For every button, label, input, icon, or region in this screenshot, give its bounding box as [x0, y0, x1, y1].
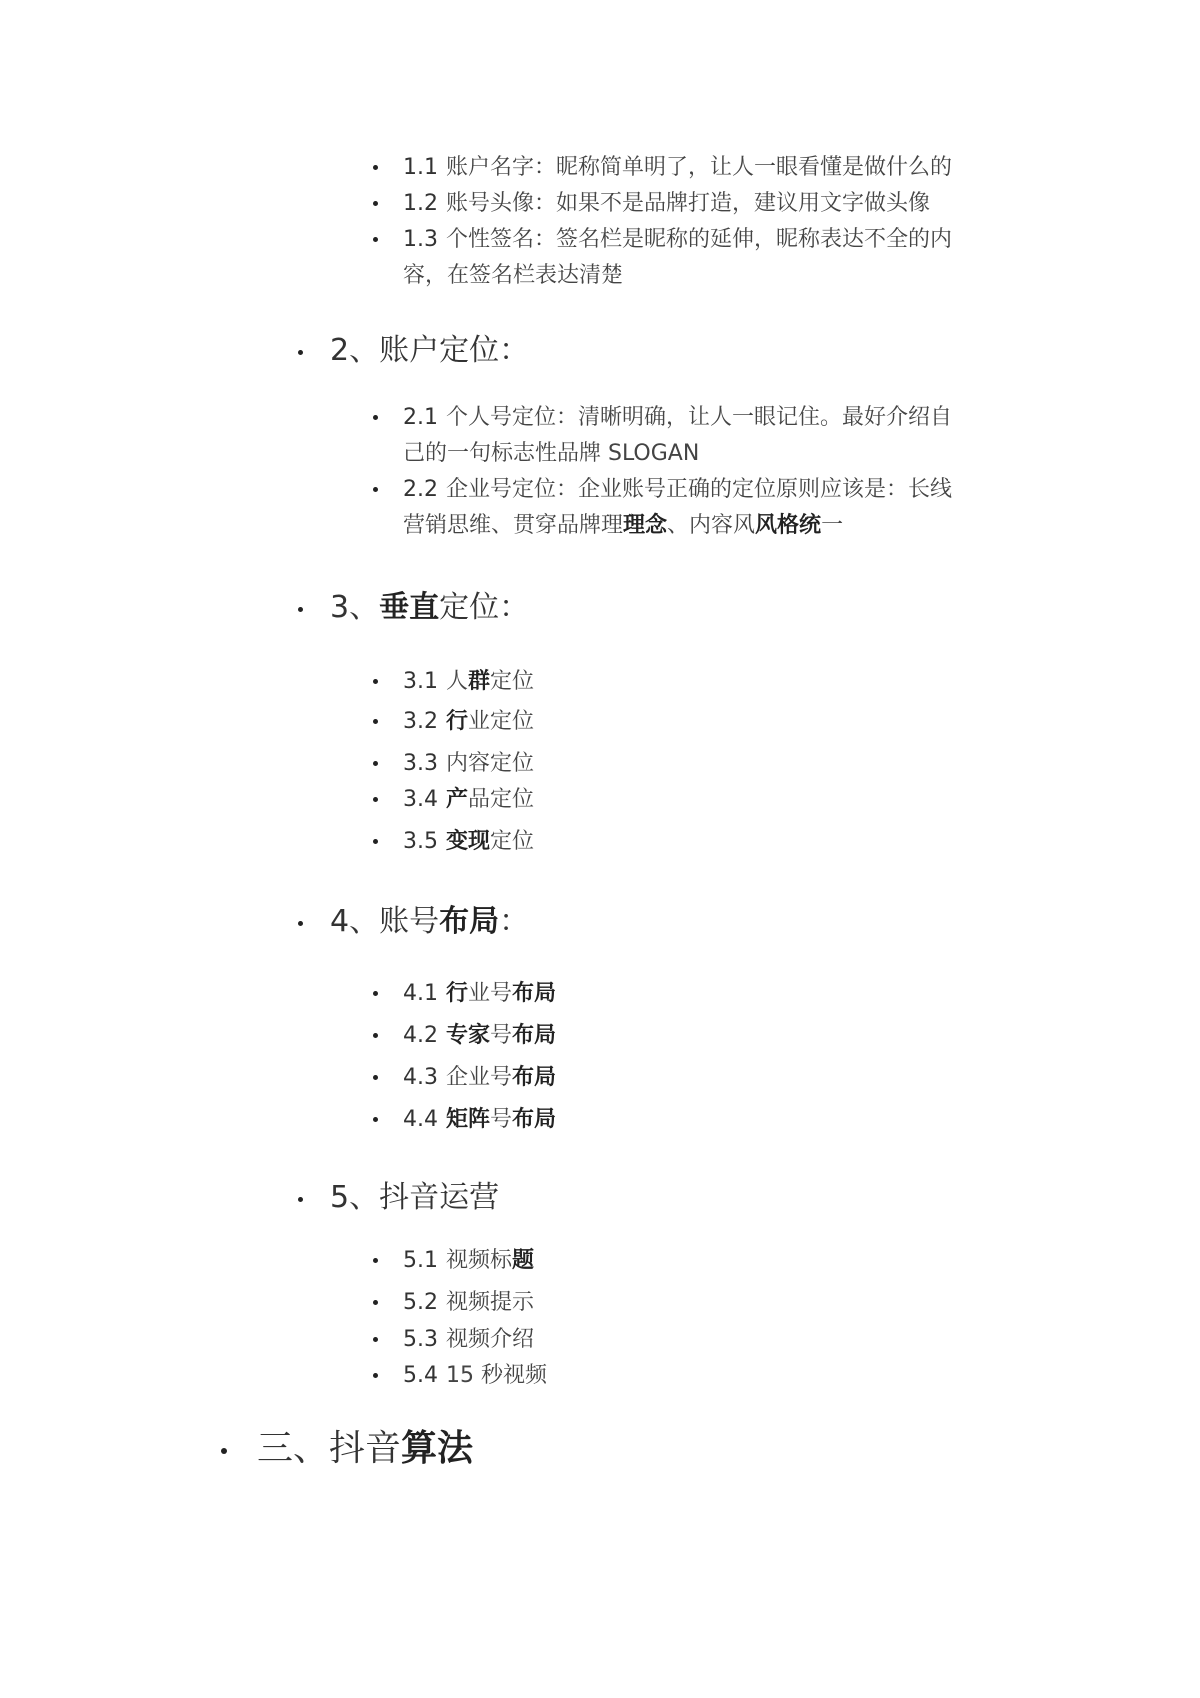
- bullet-icon: [373, 1373, 378, 1378]
- bullet-icon: [373, 1075, 378, 1080]
- section-title-bold: 垂直: [379, 590, 440, 625]
- list-item: [403, 782, 1023, 824]
- item-number: 3.1: [403, 669, 438, 694]
- item-text-continued: 容，在签名栏表达清楚: [403, 263, 624, 288]
- chapter-title-bold: 算法: [401, 1428, 474, 1469]
- list-item: [403, 664, 1023, 704]
- section-heading: [330, 331, 529, 371]
- list-item: [403, 1018, 1023, 1060]
- section2-list: [403, 400, 1023, 544]
- item-number: 4.4: [403, 1107, 438, 1132]
- item-text: 内容定位: [446, 751, 535, 776]
- chapter-heading-list: [257, 1426, 473, 1472]
- list-item: [403, 150, 1023, 186]
- item-number: 3.3: [403, 751, 438, 776]
- section4-heading-list: [330, 902, 529, 942]
- item-text-bold: 矩阵: [446, 1107, 491, 1132]
- item-text: 号: [490, 1107, 513, 1132]
- item-text-continued: 己的一句标志性品牌 SLOGAN: [403, 441, 700, 466]
- bullet-icon: [373, 991, 378, 996]
- item-text-continued: 一: [821, 513, 844, 538]
- section3-heading-list: [330, 588, 529, 628]
- item-number: 5.4: [403, 1363, 438, 1388]
- list-item: [403, 746, 1023, 782]
- bullet-icon: [373, 719, 378, 724]
- bullet-icon: [373, 487, 378, 492]
- bullet-icon: [373, 237, 378, 242]
- bullet-icon: [298, 1197, 303, 1202]
- list-item: [403, 976, 1023, 1018]
- item-text: 账户名字：昵称简单明了，让人一眼看懂是做什么的: [446, 155, 953, 180]
- item-number: 3.4: [403, 787, 438, 812]
- bullet-icon: [298, 921, 303, 926]
- item-text: 企业号定位：企业账号正确的定位原则应该是：长线: [446, 477, 953, 502]
- item-text: 业号: [468, 981, 513, 1006]
- item-text: 视频标: [446, 1248, 513, 1273]
- item-text: 定位: [490, 669, 535, 694]
- item-text-continued: 营销思维、贯穿品牌理: [403, 513, 624, 538]
- chapter-heading: [257, 1426, 473, 1472]
- list-item: [403, 1060, 1023, 1102]
- list-item: [403, 222, 1023, 294]
- item-text: 账号头像：如果不是品牌打造，建议用文字做头像: [446, 191, 931, 216]
- section-heading: [330, 1178, 499, 1218]
- bullet-icon: [298, 350, 303, 355]
- bullet-icon: [373, 679, 378, 684]
- item-text-bold: 行: [446, 981, 469, 1006]
- item-number: 3.2: [403, 709, 438, 734]
- bullet-icon: [373, 1117, 378, 1122]
- bullet-icon: [373, 797, 378, 802]
- section-title-bold: 布局: [439, 904, 500, 939]
- bullet-icon: [373, 839, 378, 844]
- item-text-bold: 群: [468, 669, 491, 694]
- bullet-icon: [373, 415, 378, 420]
- bullet-icon: [373, 1300, 378, 1305]
- section-title: 2、账户定位：: [330, 333, 530, 368]
- bullet-icon: [373, 1337, 378, 1342]
- item-text: 品定位: [468, 787, 535, 812]
- item-number: 5.3: [403, 1327, 438, 1352]
- list-item: [403, 1102, 1023, 1144]
- section-title: 定位：: [439, 590, 530, 625]
- section-heading: [330, 588, 529, 628]
- item-number: 4.3: [403, 1065, 438, 1090]
- item-number: 2.1: [403, 405, 438, 430]
- item-text-bold: 行: [446, 709, 469, 734]
- item-text-bold: 变现: [446, 829, 491, 854]
- item-number: 1.1: [403, 155, 438, 180]
- section-title: ：: [499, 904, 530, 939]
- item-text: 个人号定位：清晰明确，让人一眼记住。最好介绍自: [446, 405, 953, 430]
- section5-list: [403, 1243, 1023, 1394]
- item-text-bold: 布局: [512, 981, 557, 1006]
- section3-list: [403, 664, 1023, 860]
- item-number: 1.2: [403, 191, 438, 216]
- list-item: [403, 186, 1023, 222]
- item-text: 定位: [490, 829, 535, 854]
- item-text-bold: 布局: [512, 1065, 557, 1090]
- section-title: 5、抖音运营: [330, 1180, 500, 1215]
- item-number: 4.2: [403, 1023, 438, 1048]
- section-heading: [330, 902, 529, 942]
- item-number: 3.5: [403, 829, 438, 854]
- item-text: 人: [446, 669, 469, 694]
- item-text: 个性签名：签名栏是昵称的延伸，昵称表达不全的内: [446, 227, 953, 252]
- item-number: 4.1: [403, 981, 438, 1006]
- section5-heading-list: [330, 1178, 499, 1218]
- item-text-bold: 专家: [446, 1023, 491, 1048]
- item-text-bold: 产: [446, 787, 469, 812]
- section2-heading-list: [330, 331, 529, 371]
- item-text: 视频提示: [446, 1290, 535, 1315]
- bullet-icon: [373, 165, 378, 170]
- section1-list: [403, 150, 1023, 294]
- chapter-title: 三、抖音: [257, 1428, 402, 1469]
- item-text-continued: 、内容风: [667, 513, 756, 538]
- section-title: 3、: [330, 590, 380, 625]
- list-item: [403, 400, 1023, 472]
- list-item: [403, 704, 1023, 746]
- list-item: [403, 1243, 1023, 1285]
- list-item: [403, 1358, 1023, 1394]
- list-item: [403, 1322, 1023, 1358]
- section4-list: [403, 976, 1023, 1144]
- item-text: 号: [490, 1023, 513, 1048]
- bullet-icon: [373, 201, 378, 206]
- item-number: 2.2: [403, 477, 438, 502]
- list-item: [403, 824, 1023, 860]
- bullet-icon: [373, 1258, 378, 1263]
- list-item: [403, 1285, 1023, 1322]
- item-text-bold: 布局: [512, 1023, 557, 1048]
- item-number: 5.2: [403, 1290, 438, 1315]
- section-title: 4、账号: [330, 904, 440, 939]
- bullet-icon: [373, 761, 378, 766]
- item-text: 企业号: [446, 1065, 513, 1090]
- item-number: 5.1: [403, 1248, 438, 1273]
- item-text: 15 秒视频: [446, 1363, 547, 1388]
- item-text-bold: 题: [512, 1248, 535, 1273]
- item-text: 业定位: [468, 709, 535, 734]
- item-text: 视频介绍: [446, 1327, 535, 1352]
- list-item: [403, 472, 1023, 544]
- item-text-bold: 风格统: [755, 513, 822, 538]
- item-number: 1.3: [403, 227, 438, 252]
- item-text-bold: 理念: [623, 513, 668, 538]
- bullet-icon: [298, 607, 303, 612]
- item-text-bold: 布局: [512, 1107, 557, 1132]
- bullet-icon: [373, 1033, 378, 1038]
- bullet-icon: [221, 1448, 227, 1454]
